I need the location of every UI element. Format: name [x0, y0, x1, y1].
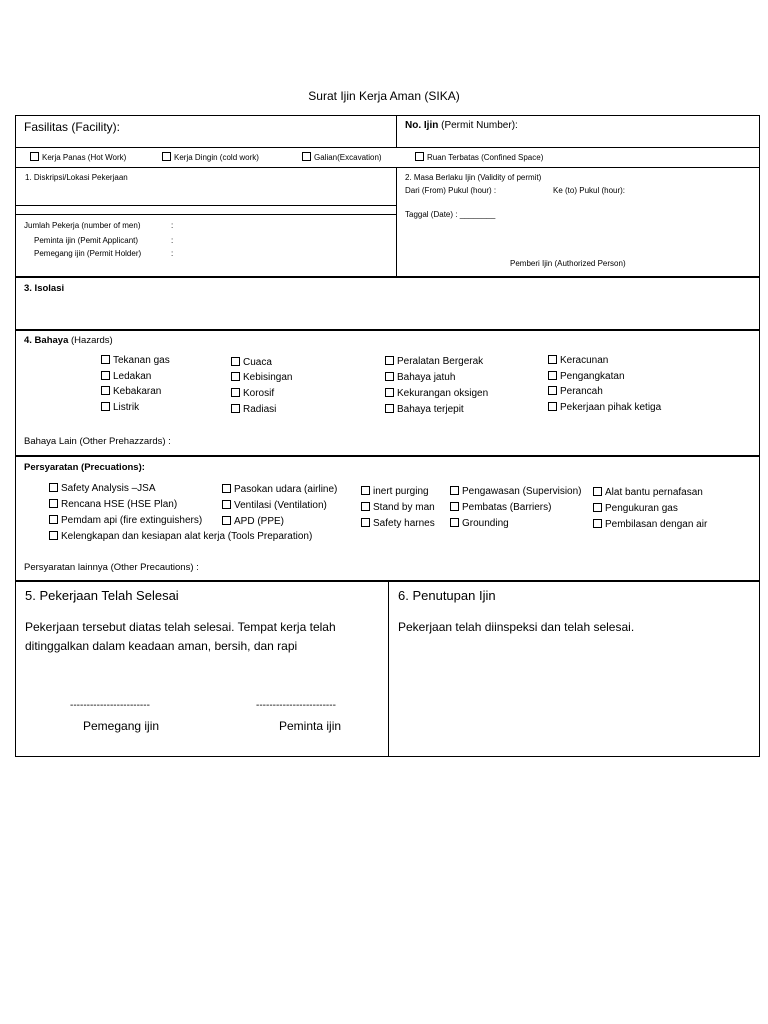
hazard-pinch[interactable]: Bahaya terjepit [385, 404, 464, 415]
section5-text-line1: Pekerjaan tersebut diatas telah selesai. Tempat kerja telah [25, 620, 336, 634]
precaution-supervision[interactable]: Pengawasan (Supervision) [450, 486, 582, 497]
checkbox-icon [415, 152, 424, 161]
checkbox-icon [49, 531, 58, 540]
precautions-title: Persyaratan (Precuations): [24, 462, 145, 473]
section6-text: Pekerjaan telah diinspeksi dan telah selesai. [398, 620, 635, 634]
checkbox-icon [361, 486, 370, 495]
checkbox-icon [49, 499, 58, 508]
applicant-signature-label: Peminta ijin [279, 719, 342, 733]
hazard-poisoning[interactable]: Keracunan [548, 355, 608, 366]
hazard-lifting[interactable]: Pengangkatan [548, 371, 625, 382]
section5-text-line2: ditinggalkan dalam keadaan aman, bersih, dan rapi [25, 639, 298, 653]
checkbox-icon [548, 402, 557, 411]
checkbox-icon [162, 152, 171, 161]
checkbox-icon [49, 515, 58, 524]
checkbox-icon [450, 518, 459, 527]
checkbox-icon [385, 372, 394, 381]
holder-label: Pemegang ijin (Permit Holder) [34, 249, 142, 258]
checkbox-icon [30, 152, 39, 161]
checkbox-icon [101, 371, 110, 380]
hazard-corrosive[interactable]: Korosif [231, 388, 274, 399]
checkbox-icon [231, 372, 240, 381]
hazard-oxygen-deficiency[interactable]: Kekurangan oksigen [385, 388, 488, 399]
checkbox-icon [548, 386, 557, 395]
checkbox-icon [385, 388, 394, 397]
checkbox-icon [361, 518, 370, 527]
precaution-jsa[interactable]: Safety Analysis –JSA [49, 483, 156, 494]
hazard-explosion[interactable]: Ledakan [101, 371, 151, 382]
other-precautions-label: Persyaratan lainnya (Other Precautions) : [24, 562, 199, 573]
checkbox-icon [450, 486, 459, 495]
checkbox-icon [385, 404, 394, 413]
hazard-moving-equipment[interactable]: Peralatan Bergerak [385, 356, 483, 367]
authorized-person-label: Pemberi Ijin (Authorized Person) [510, 259, 626, 268]
hazard-noise[interactable]: Kebisingan [231, 372, 292, 383]
checkbox-icon [222, 500, 231, 509]
checkbox-icon [101, 402, 110, 411]
section6-title: 6. Penutupan Ijin [398, 588, 496, 603]
checkbox-icon [231, 357, 240, 366]
precaution-grounding[interactable]: Grounding [450, 518, 509, 529]
applicant-signature-line: ------------------------ [256, 700, 336, 711]
checkbox-icon [231, 404, 240, 413]
checkbox-icon [49, 483, 58, 492]
date-label: Taggal (Date) : ________ [405, 210, 496, 219]
hazard-fire[interactable]: Kebakaran [101, 386, 161, 397]
applicant-label: Peminta ijin (Pemit Applicant) [34, 236, 139, 245]
precaution-safety-harness[interactable]: Safety harnes [361, 518, 435, 529]
checkbox-icon [302, 152, 311, 161]
holder-signature-label: Pemegang ijin [83, 719, 160, 733]
precaution-inert-purging[interactable]: inert purging [361, 486, 429, 497]
checkbox-icon [593, 503, 602, 512]
precaution-tools[interactable]: Kelengkapan dan kesiapan alat kerja (Tools Preparation) [49, 531, 312, 542]
checkbox-icon [548, 371, 557, 380]
checkbox-icon [385, 356, 394, 365]
checkbox-icon [593, 519, 602, 528]
checkbox-icon [450, 502, 459, 511]
hazard-radiation[interactable]: Radiasi [231, 404, 276, 415]
checkbox-icon [593, 487, 602, 496]
checkbox-icon [222, 516, 231, 525]
section1-title: 1. Diskripsi/Lokasi Pekerjaan [25, 173, 128, 182]
isolation-section [15, 277, 760, 330]
isolation-title: 3. Isolasi [24, 283, 65, 294]
work-type-hot[interactable]: Kerja Panas (Hot Work) [30, 153, 126, 162]
holder-signature-line: ------------------------ [70, 700, 150, 711]
hazard-weather[interactable]: Cuaca [231, 357, 272, 368]
page-title: Surat Ijin Kerja Aman (SIKA) [308, 89, 460, 103]
precaution-airline[interactable]: Pasokan udara (airline) [222, 484, 337, 495]
checkbox-icon [222, 484, 231, 493]
precaution-extinguisher[interactable]: Pemdam api (fire extinguishers) [49, 515, 202, 526]
hazard-third-party[interactable]: Pekerjaan pihak ketiga [548, 402, 661, 413]
precaution-breathing-apparatus[interactable]: Alat bantu pernafasan [593, 487, 703, 498]
hazards-title: 4. Bahaya (Hazards) [24, 335, 113, 346]
to-hour-label: Ke (to) Pukul (hour): [553, 186, 626, 195]
section5-title: 5. Pekerjaan Telah Selesai [25, 588, 179, 603]
work-type-cold[interactable]: Kerja Dingin (cold work) [162, 153, 259, 162]
checkbox-icon [231, 388, 240, 397]
checkbox-icon [101, 386, 110, 395]
hazard-gas-pressure[interactable]: Tekanan gas [101, 355, 170, 366]
hazard-fall[interactable]: Bahaya jatuh [385, 372, 455, 383]
checkbox-icon [361, 502, 370, 511]
facility-label: Fasilitas (Facility): [24, 120, 121, 134]
work-type-confined[interactable]: Ruan Terbatas (Confined Space) [415, 153, 543, 162]
precaution-barriers[interactable]: Pembatas (Barriers) [450, 502, 551, 513]
precaution-gas-measurement[interactable]: Pengukuran gas [593, 503, 678, 514]
work-type-excavation[interactable]: Galian(Excavation) [302, 153, 382, 162]
permit-number-label: No. Ijin (Permit Number): [405, 120, 518, 131]
hazard-scaffolding[interactable]: Perancah [548, 386, 603, 397]
checkbox-icon [101, 355, 110, 364]
workers-label: Jumlah Pekerja (number of men) [24, 221, 141, 230]
checkbox-icon [548, 355, 557, 364]
precaution-standby-man[interactable]: Stand by man [361, 502, 435, 513]
precaution-water-flushing[interactable]: Pembilasan dengan air [593, 519, 707, 530]
hazard-electric[interactable]: Listrik [101, 402, 139, 413]
precaution-hse-plan[interactable]: Rencana HSE (HSE Plan) [49, 499, 177, 510]
section2-title: 2. Masa Berlaku Ijin (Validity of permit) [405, 173, 542, 182]
from-hour-label: Dari (From) Pukul (hour) : [405, 186, 497, 195]
precaution-ventilation[interactable]: Ventilasi (Ventilation) [222, 500, 327, 511]
other-hazards-label: Bahaya Lain (Other Prehazzards) : [24, 436, 171, 447]
precaution-ppe[interactable]: APD (PPE) [222, 516, 284, 527]
